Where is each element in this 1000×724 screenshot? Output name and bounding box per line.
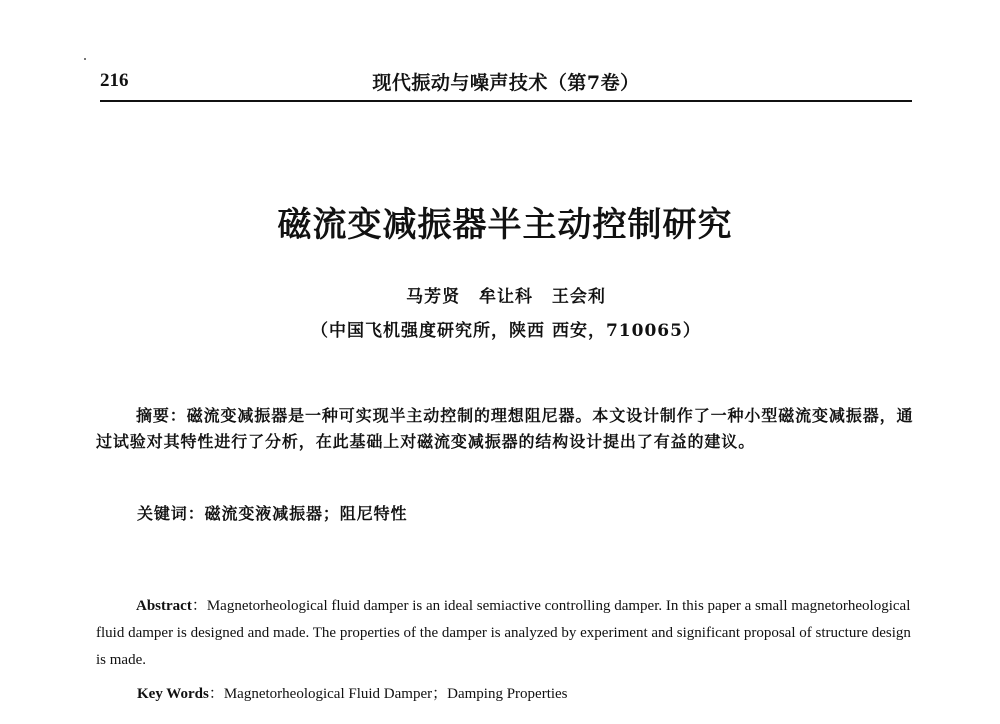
english-abstract	[96, 593, 911, 674]
page-number: 216	[100, 70, 129, 91]
english-keywords-text: Magnetorheological Fluid Damper；Damping Properties	[223, 686, 568, 702]
english-keywords-label: Key Words	[137, 686, 209, 702]
author-affiliation: （中国飞机强度研究所，陕西 西安，710065）	[311, 321, 701, 341]
chinese-keywords-text: 磁流变液减振器；阻尼特性	[204, 504, 408, 523]
page-corner-mark	[84, 58, 86, 60]
chinese-keywords-label: 关键词：	[137, 504, 205, 523]
english-keywords	[137, 681, 897, 708]
header-rule	[100, 100, 912, 102]
chinese-abstract-text: 磁流变减振器是一种可实现半主动控制的理想阻尼器。本文设计制作了一种小型磁流变减振器，通过试验对其特性进行了分析，在此基础上对磁流变减振器的结构设计提出了有益的建议。	[96, 406, 914, 451]
english-abstract-text: Magnetorheological fluid damper is an ideal semiactive controlling damper. In this paper a small magnetorheological fluid damper is designed and made. The properties of the damper is analyzed by experiment and significant proposal of structure design is made.	[96, 598, 911, 668]
chinese-abstract-label: 摘要：	[136, 406, 187, 425]
chinese-keywords	[137, 502, 897, 526]
author-list: 马芳贤 牟让科 王会利	[406, 287, 606, 307]
page-header	[100, 66, 912, 100]
english-abstract-separator: ：	[191, 598, 207, 614]
running-title: 现代振动与噪声技术（第7卷）	[372, 72, 640, 94]
english-abstract-label: Abstract	[136, 598, 192, 614]
paper-title: 磁流变减振器半主动控制研究	[277, 204, 733, 245]
chinese-abstract	[96, 403, 918, 454]
english-keywords-separator: ：	[208, 686, 224, 702]
